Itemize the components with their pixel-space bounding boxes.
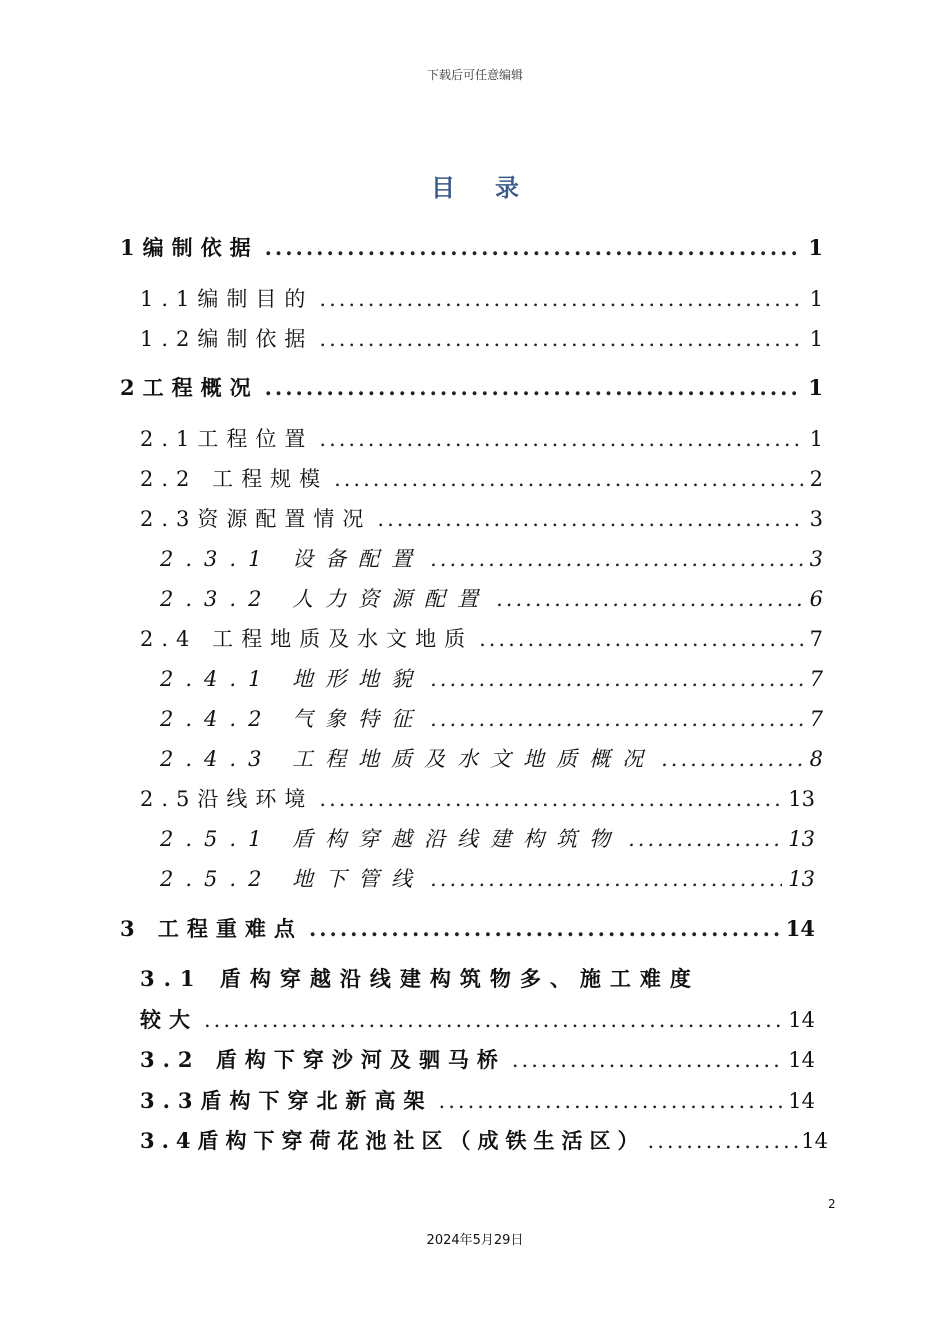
toc-leader-dots <box>439 1089 783 1113</box>
toc-entry-text: 1.2编制依据 <box>140 327 314 351</box>
toc-entry[interactable] <box>120 913 815 943</box>
page-number: 2 <box>828 1197 836 1211</box>
toc-leader-dots <box>204 1008 782 1032</box>
toc-leader-dots <box>265 375 803 400</box>
toc-entry-text: 2.1工程位置 <box>140 427 314 451</box>
toc-entry-page: 6 <box>809 587 823 611</box>
toc-entry[interactable] <box>140 623 823 653</box>
toc-entry-page: 13 <box>788 827 815 851</box>
toc-entry[interactable] <box>140 323 823 353</box>
toc-leader-dots <box>334 467 804 491</box>
toc-leader-dots <box>648 1129 800 1153</box>
toc-entry-text: 3.2 盾构下穿沙河及驷马桥 <box>140 1047 506 1072</box>
toc-entry[interactable] <box>160 543 823 573</box>
toc-title: 目录 <box>431 173 559 202</box>
toc-entry-page: 1 <box>809 427 823 451</box>
toc-leader-dots <box>430 867 782 891</box>
toc-entry-text: 2.3.2 人力资源配置 <box>160 587 491 611</box>
toc-entry-page: 1 <box>808 375 823 400</box>
toc-entry-text: 3 工程重难点 <box>120 916 303 941</box>
toc-entry-page: 14 <box>788 1089 815 1113</box>
toc-leader-dots <box>496 587 804 611</box>
toc-entry[interactable] <box>160 663 823 693</box>
toc-leader-dots <box>309 916 780 941</box>
toc-entry-text: 较大 <box>140 1007 198 1032</box>
toc-entry-page: 2 <box>809 467 823 491</box>
toc-entry-text: 2.4.1 地形地貌 <box>160 667 425 691</box>
toc-entry-page: 14 <box>788 1008 815 1032</box>
toc-entry-text: 2.4.3 工程地质及水文地质概况 <box>160 747 656 771</box>
toc-leader-dots <box>628 827 782 851</box>
toc-entry[interactable] <box>140 963 815 993</box>
toc-entry-page: 13 <box>788 787 815 811</box>
toc-entry[interactable] <box>120 372 823 402</box>
toc-entry-text: 2.5沿线环境 <box>140 787 314 811</box>
toc-leader-dots <box>377 507 803 531</box>
toc-entry-page: 3 <box>809 507 823 531</box>
toc-entry-page: 14 <box>788 1048 815 1072</box>
toc-entry-text: 2.2 工程规模 <box>140 467 329 491</box>
toc-leader-dots <box>430 707 804 731</box>
toc-entry-text: 1.1编制目的 <box>140 287 314 311</box>
toc-entry[interactable] <box>160 863 815 893</box>
toc-entry-page: 7 <box>809 707 823 731</box>
toc-entry[interactable] <box>140 1085 815 1115</box>
toc-entry[interactable] <box>140 423 823 453</box>
toc-entry-page: 7 <box>809 627 823 651</box>
toc-leader-dots <box>319 287 803 311</box>
toc-entry-page: 13 <box>788 867 815 891</box>
toc-leader-dots <box>430 667 804 691</box>
toc-entry-text: 2工程概况 <box>120 375 259 400</box>
toc-leader-dots <box>512 1048 782 1072</box>
toc-entry-text: 2.3.1 设备配置 <box>160 547 425 571</box>
toc-entry[interactable] <box>160 743 823 773</box>
page-header-note: 下载后可任意编辑 <box>426 68 523 82</box>
toc-entry[interactable] <box>140 503 823 533</box>
toc-entry-text: 2.4.2 气象特征 <box>160 707 425 731</box>
toc-entry[interactable] <box>120 232 823 262</box>
toc-entry[interactable] <box>140 1125 828 1155</box>
toc-entry-text: 2.4 工程地质及水文地质 <box>140 627 474 651</box>
toc-leader-dots <box>661 747 804 771</box>
toc-entry[interactable] <box>140 783 815 813</box>
toc-entry[interactable] <box>140 1044 815 1074</box>
toc-entry-page: 1 <box>808 235 823 260</box>
toc-leader-dots <box>319 787 782 811</box>
toc-entry-text: 2.3资源配置情况 <box>140 507 372 531</box>
toc-entry-page: 14 <box>785 916 815 941</box>
toc-leader-dots <box>319 327 803 351</box>
toc-leader-dots <box>430 547 804 571</box>
footer-date: 2024年5月29日 <box>426 1233 524 1248</box>
toc-entry-page: 1 <box>809 327 823 351</box>
toc-entry-page: 3 <box>809 547 823 571</box>
toc-entry-text: 3.3盾构下穿北新高架 <box>140 1088 433 1113</box>
toc-leader-dots <box>265 235 803 260</box>
toc-entry-text: 3.1 盾构穿越沿线建构筑物多、施工难度 <box>140 966 700 991</box>
toc-entry[interactable] <box>160 823 815 853</box>
toc-entry-text: 2.5.2 地下管线 <box>160 867 425 891</box>
toc-entry-text: 3.4盾构下穿荷花池社区（成铁生活区） <box>140 1128 646 1153</box>
toc-entry-text: 1编制依据 <box>120 235 259 260</box>
toc-entry[interactable] <box>140 283 823 313</box>
toc-entry[interactable] <box>140 1004 815 1034</box>
toc-entry[interactable] <box>140 463 823 493</box>
toc-entry-page: 14 <box>801 1129 828 1153</box>
toc-entry[interactable] <box>160 583 823 613</box>
toc-entry[interactable] <box>160 703 823 733</box>
toc-leader-dots <box>479 627 804 651</box>
toc-entry-page: 1 <box>809 287 823 311</box>
toc-entry-text: 2.5.1 盾构穿越沿线建构筑物 <box>160 827 623 851</box>
toc-entry-page: 7 <box>809 667 823 691</box>
toc-entry-page: 8 <box>809 747 823 771</box>
toc-leader-dots <box>319 427 803 451</box>
